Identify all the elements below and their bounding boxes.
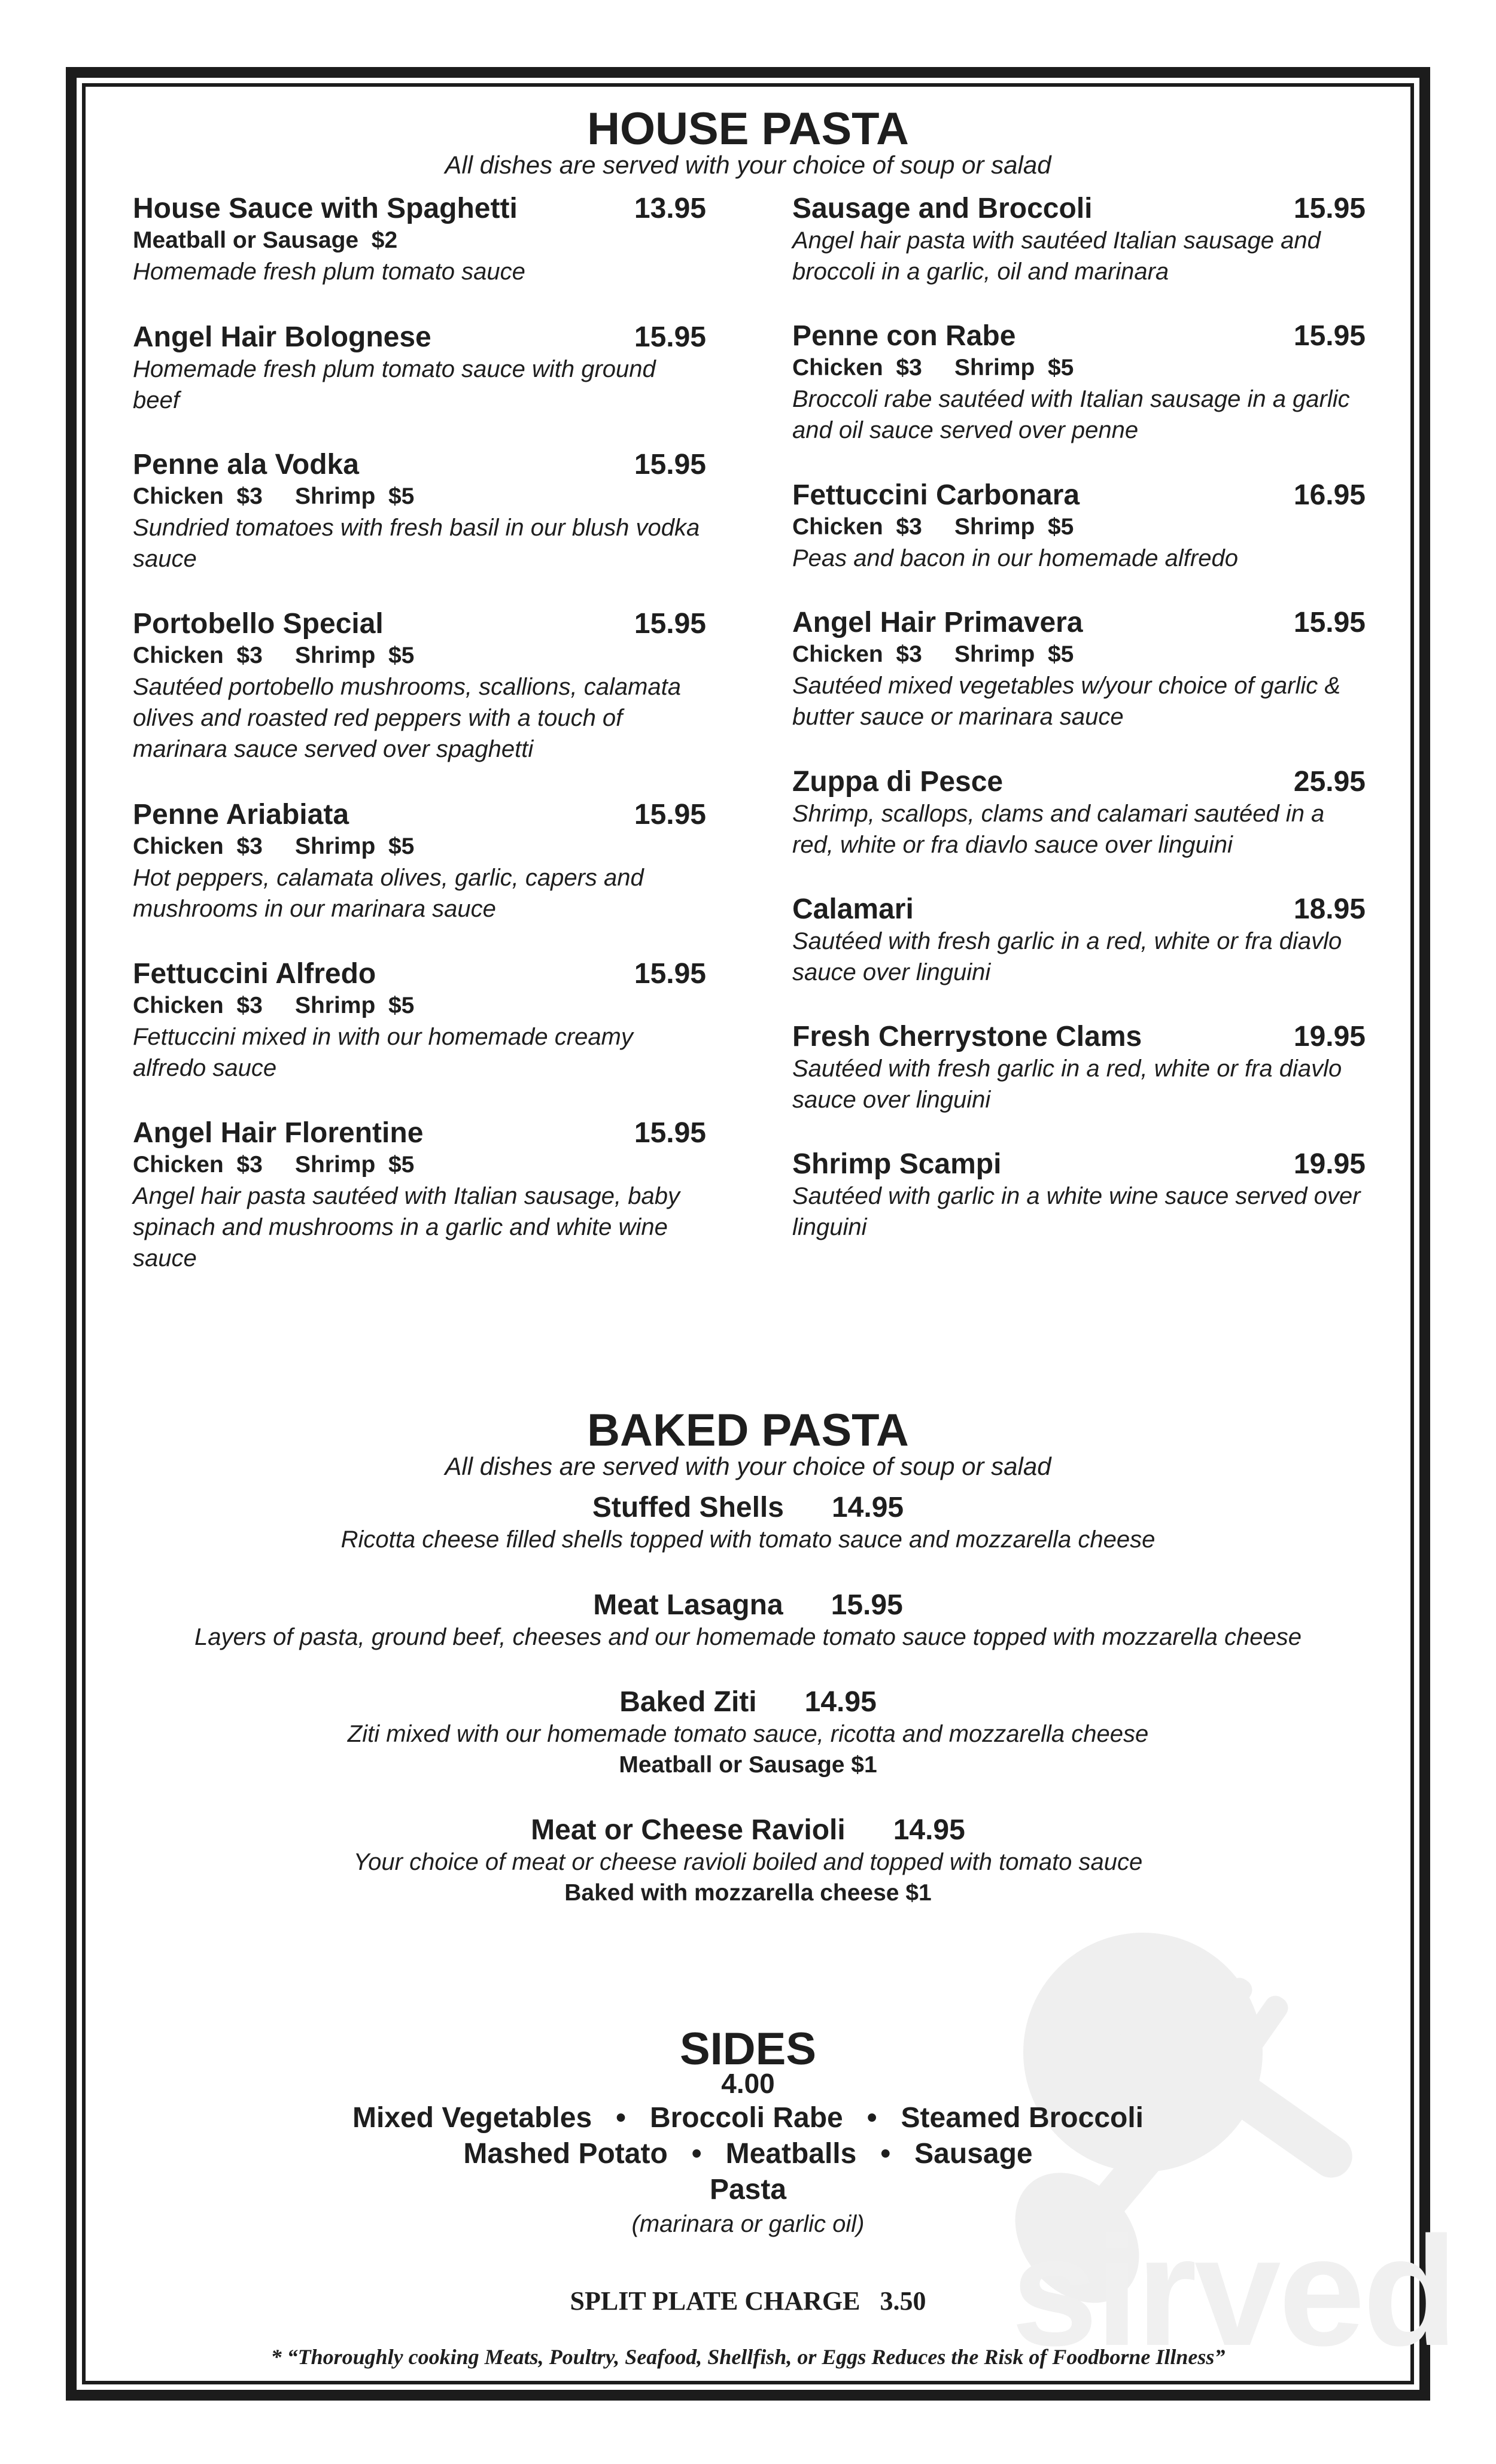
menu-item	[133, 193, 706, 321]
item-addon: Meatball or Sausage $1	[619, 1752, 877, 1778]
sides-line-2: Mashed Potato • Meatballs • Sausage	[463, 2138, 1033, 2170]
sides-line-3: Pasta	[709, 2174, 787, 2206]
item-name: Penne con Rabe	[792, 320, 1016, 352]
item-price: 18.95	[1293, 893, 1366, 925]
item-description: Sautéed with fresh garlic in a red, white or fra diavlo sauce over linguini	[792, 1055, 1342, 1113]
item-price: 14.95	[893, 1814, 965, 1846]
item-name: Shrimp Scampi	[792, 1148, 1002, 1180]
item-description: Ricotta cheese filled shells topped with tomato sauce and mozzarella cheese	[340, 1526, 1156, 1553]
item-price: 15.95	[1293, 607, 1366, 638]
menu-item	[792, 1021, 1366, 1148]
item-addons: Meatball or Sausage $2	[133, 227, 398, 253]
item-name: Angel Hair Primavera	[792, 607, 1083, 638]
item-description: Sautéed mixed vegetables w/your choice of garlic & butter sauce or marinara sauce	[792, 673, 1341, 730]
item-addon: Baked with mozzarella cheese $1	[564, 1880, 932, 1906]
item-price: 15.95	[634, 321, 706, 353]
menu-item	[792, 479, 1366, 607]
baked-item	[0, 1814, 1496, 1909]
menu-item	[133, 449, 706, 608]
item-price: 15.95	[1293, 193, 1366, 224]
item-price: 15.95	[634, 608, 706, 640]
item-description: Angel hair pasta with sautéed Italian sausage and broccoli in a garlic, oil and marinara	[792, 227, 1321, 285]
item-addons: Chicken $3 Shrimp $5	[792, 641, 1074, 667]
menu-item	[133, 958, 706, 1117]
baked-pasta-subtitle: All dishes are served with your choice of soup or salad	[445, 1452, 1051, 1480]
baked-item	[0, 1686, 1496, 1781]
item-description: Peas and bacon in our homemade alfredo	[792, 545, 1238, 571]
item-name: Calamari	[792, 893, 914, 925]
item-price: 15.95	[634, 799, 706, 831]
item-name: Fettuccini Alfredo	[133, 958, 376, 990]
item-name: Sausage and Broccoli	[792, 193, 1093, 224]
split-plate-charge: SPLIT PLATE CHARGE 3.50	[570, 2286, 926, 2316]
item-price: 25.95	[1293, 766, 1366, 798]
menu-item	[792, 193, 1366, 320]
house-pasta-title: HOUSE PASTA	[587, 104, 909, 154]
item-addons: Chicken $3 Shrimp $5	[133, 643, 415, 668]
item-name: Portobello Special	[133, 608, 384, 640]
item-addons: Chicken $3 Shrimp $5	[792, 355, 1074, 381]
item-description: Homemade fresh plum tomato sauce	[133, 258, 525, 285]
sides-note: (marinara or garlic oil)	[631, 2211, 865, 2237]
item-price: 19.95	[1293, 1021, 1366, 1052]
menu-item	[792, 766, 1366, 893]
item-name: Penne ala Vodka	[133, 449, 359, 480]
item-description: Sautéed portobello mushrooms, scallions, calamata olives and roasted red peppers with a touch of marinara sauce served over spaghetti	[133, 674, 682, 762]
menu-item	[133, 608, 706, 799]
item-description: Layers of pasta, ground beef, cheeses and our homemade tomato sauce topped with mozzarella cheese	[194, 1624, 1302, 1650]
item-name: Angel Hair Florentine	[133, 1117, 424, 1149]
item-name: Meat or Cheese Ravioli	[531, 1814, 846, 1846]
item-price: 14.95	[831, 1492, 904, 1523]
food-safety-disclaimer: * “Thoroughly cooking Meats, Poultry, Seafood, Shellfish, or Eggs Reduces the Risk of Foodborne Illness”	[270, 2345, 1226, 2369]
item-price: 15.95	[634, 958, 706, 990]
item-name: Zuppa di Pesce	[792, 766, 1004, 798]
sirved-watermark: sirved	[1011, 2205, 1456, 2378]
item-addons: Chicken $3 Shrimp $5	[133, 833, 415, 859]
house-pasta-subtitle: All dishes are served with your choice of soup or salad	[445, 151, 1051, 179]
item-description: Shrimp, scallops, clams and calamari sautéed in a red, white or fra diavlo sauce over linguini	[792, 801, 1325, 858]
sides-line-1: Mixed Vegetables • Broccoli Rabe • Steamed Broccoli	[352, 2102, 1144, 2134]
item-price: 13.95	[634, 193, 706, 224]
item-description: Homemade fresh plum tomato sauce with ground beef	[133, 356, 656, 413]
sides-price: 4.00	[721, 2068, 775, 2099]
item-price: 15.95	[634, 449, 706, 480]
item-price: 15.95	[831, 1589, 903, 1621]
item-description: Sundried tomatoes with fresh basil in our blush vodka sauce	[133, 515, 700, 572]
item-description: Hot peppers, calamata olives, garlic, capers and mushrooms in our marinara sauce	[133, 865, 644, 922]
item-addons: Chicken $3 Shrimp $5	[133, 1152, 415, 1178]
item-name: Fettuccini Carbonara	[792, 479, 1080, 511]
item-description: Fettuccini mixed in with our homemade creamy alfredo sauce	[133, 1024, 633, 1081]
sides-title: SIDES	[679, 2024, 817, 2074]
item-addons: Chicken $3 Shrimp $5	[792, 514, 1074, 540]
item-price: 14.95	[804, 1686, 877, 1718]
item-name: Baked Ziti	[619, 1686, 757, 1718]
house-pasta-right-column	[792, 193, 1366, 1243]
item-price: 16.95	[1293, 479, 1366, 511]
menu-item	[133, 321, 706, 449]
item-description: Angel hair pasta sautéed with Italian sausage, baby spinach and mushrooms in a garlic and white wine sauce	[133, 1183, 680, 1271]
item-description: Sautéed with fresh garlic in a red, white or fra diavlo sauce over linguini	[792, 928, 1342, 985]
baked-item	[0, 1492, 1496, 1555]
item-addons: Chicken $3 Shrimp $5	[133, 993, 415, 1018]
item-name: Angel Hair Bolognese	[133, 321, 431, 353]
house-pasta-left-column	[133, 193, 706, 1274]
menu-item	[133, 1117, 706, 1274]
sides-list	[0, 2067, 1496, 2240]
item-description: Ziti mixed with our homemade tomato sauce, ricotta and mozzarella cheese	[347, 1721, 1149, 1747]
item-name: Stuffed Shells	[592, 1492, 784, 1523]
item-description: Broccoli rabe sautéed with Italian sausage in a garlic and oil sauce served over penne	[792, 386, 1350, 443]
item-price: 15.95	[634, 1117, 706, 1149]
menu-item	[792, 607, 1366, 766]
menu-item	[792, 893, 1366, 1021]
item-price: 19.95	[1293, 1148, 1366, 1180]
item-description: Your choice of meat or cheese ravioli boiled and topped with tomato sauce	[353, 1849, 1143, 1875]
item-description: Sautéed with garlic in a white wine sauce served over linguini	[792, 1183, 1361, 1240]
menu-item	[792, 1148, 1366, 1243]
item-name: House Sauce with Spaghetti	[133, 193, 518, 224]
baked-item	[0, 1589, 1496, 1653]
item-name: Fresh Cherrystone Clams	[792, 1021, 1142, 1052]
item-addons: Chicken $3 Shrimp $5	[133, 483, 415, 509]
item-name: Meat Lasagna	[593, 1589, 783, 1621]
item-price: 15.95	[1293, 320, 1366, 352]
item-name: Penne Ariabiata	[133, 799, 349, 831]
baked-pasta-title: BAKED PASTA	[587, 1405, 909, 1456]
menu-item	[133, 799, 706, 958]
menu-item	[792, 320, 1366, 479]
